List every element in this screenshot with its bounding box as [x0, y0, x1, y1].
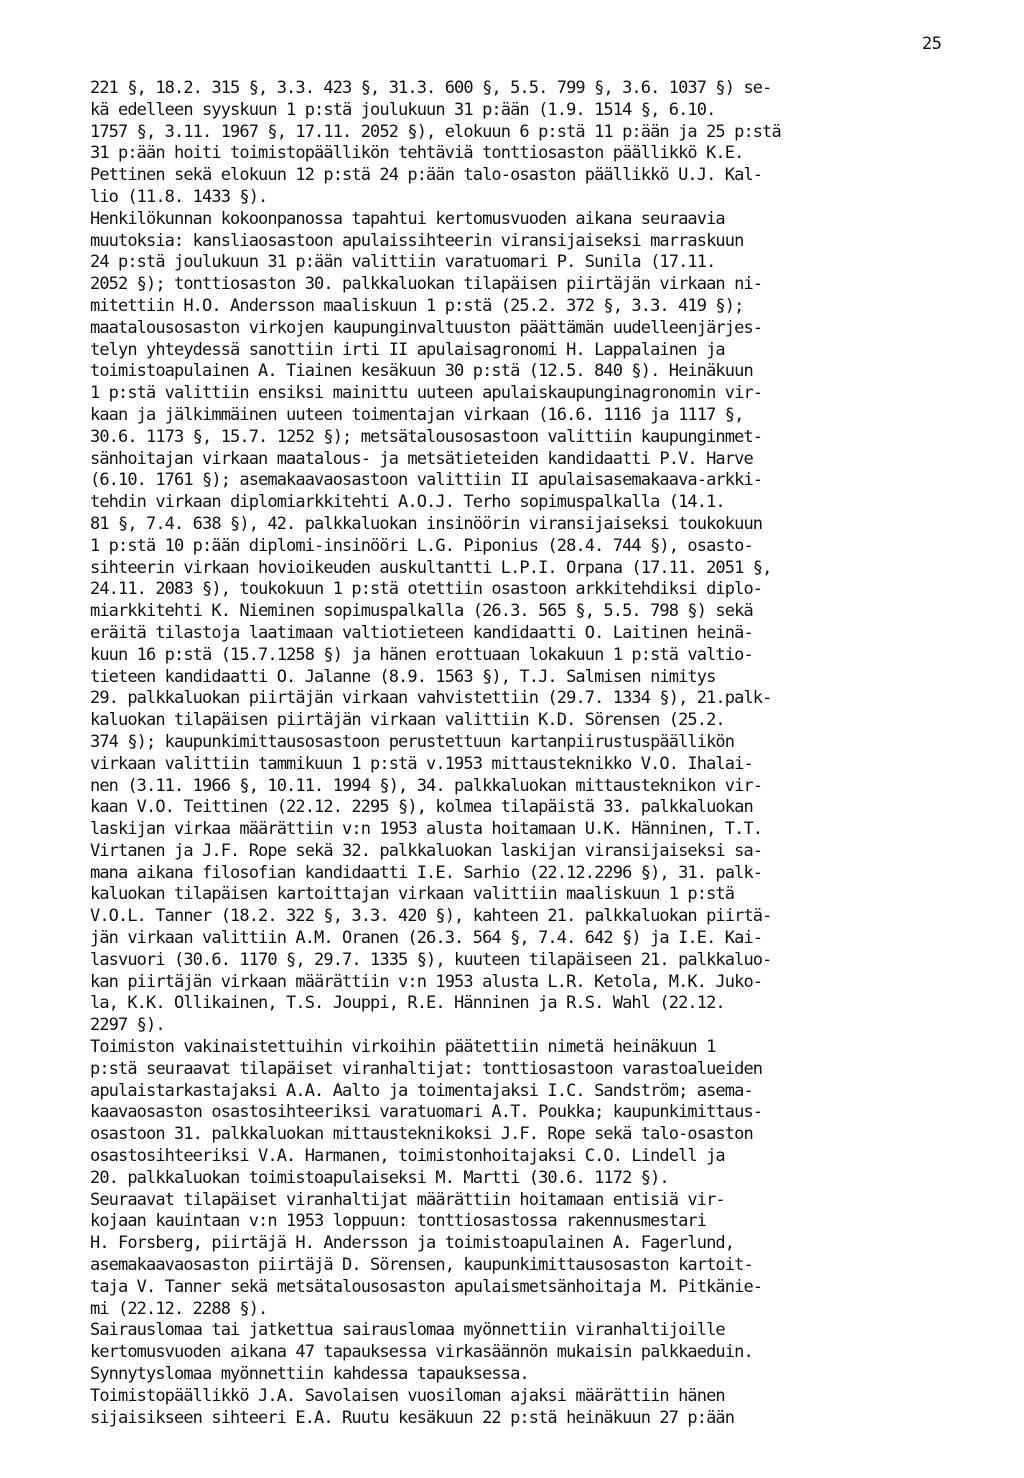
text-line: 221 §, 18.2. 315 §, 3.3. 423 §, 31.3. 600 §, 5.5. 799 §, 3.6. 1037 §) se- — [90, 78, 772, 98]
text-line: kaavaosaston osastosihteeriksi varatuomari A.T. Poukka; kaupunkimittaus- — [90, 1102, 763, 1123]
text-line: la, K.K. Ollikainen, T.S. Jouppi, R.E. Hänninen ja R.S. Wahl (22.12. — [90, 993, 725, 1014]
text-line: kan piirtäjän virkaan määrättiin v:n 1953 alusta L.R. Ketola, M.K. Juko- — [90, 971, 763, 992]
text-line: lasvuori (30.6. 1170 §, 29.7. 1335 §), kuuteen tilapäiseen 21. palkkaluo- — [90, 949, 772, 970]
text-line: Henkilökunnan kokoonpanossa tapahtui kertomusvuoden aikana seuraavia — [90, 208, 725, 229]
text-line: kojaan kauintaan v:n 1953 loppuun: tonttiosastossa rakennusmestari — [90, 1211, 707, 1232]
text-line: mitettiin H.O. Andersson maaliskuun 1 p:stä (25.2. 372 §, 3.3. 419 §); — [90, 295, 744, 316]
text-line: Virtanen ja J.F. Rope sekä 32. palkkaluokan laskijan viransijaiseksi sa- — [90, 840, 763, 861]
text-line: kaluokan tilapäisen piirtäjän virkaan valittiin K.D. Sörensen (25.2. — [90, 710, 725, 731]
text-line: apulaistarkastajaksi A.A. Aalto ja toimentajaksi I.C. Sandström; asema- — [90, 1080, 753, 1101]
text-line: maatalousosaston virkojen kaupunginvaltuuston päättämän uudelleenjärjes- — [90, 317, 763, 338]
text-line: kaan ja jälkimmäinen uuteen toimentajan virkaan (16.6. 1116 ja 1117 §, — [90, 404, 744, 425]
text-line: H. Forsberg, piirtäjä H. Andersson ja toimistoapulainen A. Fagerlund, — [90, 1233, 735, 1254]
text-line: eräitä tilastoja laatimaan valtiotieteen kandidaatti O. Laitinen heinä- — [90, 622, 753, 643]
text-line: asemakaavaosaston piirtäjä D. Sörensen, kaupunkimittausosaston kartoit- — [90, 1255, 753, 1276]
text-line: 2297 §). — [90, 1015, 165, 1036]
text-line: muutoksia: kansliaosastoon apulaissihteerin viransijaiseksi marraskuun — [90, 230, 744, 251]
text-line: miarkkitehti K. Nieminen sopimuspalkalla (26.3. 565 §, 5.5. 798 §) sekä — [90, 601, 753, 622]
text-line: 31 p:ään hoiti toimistopäällikön tehtäviä tonttiosaston päällikkö K.E. — [90, 143, 744, 164]
text-line: osastosihteeriksi V.A. Harmanen, toimistonhoitajaksi C.O. Lindell ja — [90, 1146, 725, 1167]
text-line: 20. palkkaluokan toimistoapulaiseksi M. Martti (30.6. 1172 §). — [90, 1167, 669, 1188]
text-line: Synnytyslomaa myönnettiin kahdessa tapauksessa. — [90, 1364, 529, 1385]
text-line: tieteen kandidaatti O. Jalanne (8.9. 1563 §), T.J. Salmisen nimitys — [90, 666, 716, 687]
text-line: laskijan virkaa määrättiin v:n 1953 alusta hoitamaan U.K. Hänninen, T.T. — [90, 819, 763, 840]
text-line: sihteerin virkaan hovioikeuden auskultantti L.P.I. Orpana (17.11. 2051 §, — [90, 557, 772, 578]
text-line: sänhoitajan virkaan maatalous- ja metsätieteiden kandidaatti P.V. Harve — [90, 448, 753, 469]
text-line: kaan V.O. Teittinen (22.12. 2295 §), kolmea tilapäistä 33. palkkaluokan — [90, 797, 753, 818]
text-line: nen (3.11. 1966 §, 10.11. 1994 §), 34. palkkaluokan mittausteknikon vir- — [90, 775, 763, 796]
text-line: 81 §, 7.4. 638 §), 42. palkkaluokan insinöörin viransijaiseksi toukokuun — [90, 513, 763, 534]
text-line: 24 p:stä joulukuun 31 p:ään valittiin varatuomari P. Sunila (17.11. — [90, 252, 716, 273]
text-line: 1757 §, 3.11. 1967 §, 17.11. 2052 §), elokuun 6 p:stä 11 p:ään ja 25 p:stä — [90, 121, 781, 142]
text-line: kä edelleen syyskuun 1 p:stä joulukuun 31 p:ään (1.9. 1514 §, 6.10. — [90, 99, 716, 120]
text-line: 2052 §); tonttiosaston 30. palkkaluokan tilapäisen piirtäjän virkaan ni- — [90, 274, 763, 295]
text-line: 374 §); kaupunkimittausosastoon perustettuun kartanpiirustuspäällikön — [90, 731, 735, 752]
text-line: 29. palkkaluokan piirtäjän virkaan vahvistettiin (29.7. 1334 §), 21.palk- — [90, 688, 772, 709]
text-line: 30.6. 1173 §, 15.7. 1252 §); metsätalousosastoon valittiin kaupunginmet- — [90, 426, 763, 447]
text-line: taja V. Tanner sekä metsätalousosaston apulaismetsänhoitaja M. Pitkänie- — [90, 1276, 763, 1297]
text-line: toimistoapulainen A. Tiainen kesäkuun 30 p:stä (12.5. 840 §). Heinäkuun — [90, 361, 753, 382]
text-line: Toimiston vakinaistettuihin virkoihin päätettiin nimetä heinäkuun 1 — [90, 1037, 716, 1058]
text-line: p:stä seuraavat tilapäiset viranhaltijat: tonttiosastoon varastoalueiden — [90, 1058, 763, 1079]
text-line: sijaisikseen sihteeri E.A. Ruutu kesäkuun 22 p:stä heinäkuun 27 p:ään — [90, 1407, 735, 1428]
text-line: 1 p:stä 10 p:ään diplomi-insinööri L.G. Piponius (28.4. 744 §), osasto- — [90, 535, 753, 556]
text-line: tehdin virkaan diplomiarkkitehti A.O.J. Terho sopimuspalkalla (14.1. — [90, 492, 725, 513]
text-line: (6.10. 1761 §); asemakaavaosastoon valittiin II apulaisasemakaava-arkki- — [90, 470, 763, 491]
text-line: Sairauslomaa tai jatkettua sairauslomaa myönnettiin viranhaltijoille — [90, 1320, 725, 1341]
text-line: mana aikana filosofian kandidaatti I.E. Sarhio (22.12.2296 §), 31. palk- — [90, 862, 763, 883]
text-line: kaluokan tilapäisen kartoittajan virkaan valittiin maaliskuun 1 p:stä — [90, 884, 735, 905]
text-line: virkaan valittiin tammikuun 1 p:stä v.1953 mittausteknikko V.O. Ihalai- — [90, 753, 753, 774]
text-line: Seuraavat tilapäiset viranhaltijat määrättiin hoitamaan entisiä vir- — [90, 1189, 725, 1210]
body-text — [90, 78, 970, 1429]
text-line: 1 p:stä valittiin ensiksi mainittu uuteen apulaiskaupunginagronomin vir- — [90, 383, 763, 404]
text-line: jän virkaan valittiin A.M. Oranen (26.3. 564 §, 7.4. 642 §) ja I.E. Kai- — [90, 928, 763, 949]
text-line: 24.11. 2083 §), toukokuun 1 p:stä otettiin osastoon arkkitehdiksi diplo- — [90, 579, 763, 600]
text-line: telyn yhteydessä sanottiin irti II apulaisagronomi H. Lappalainen ja — [90, 339, 725, 360]
page-number: 25 — [922, 34, 942, 54]
text-line: osastoon 31. palkkaluokan mittausteknikoksi J.F. Rope sekä talo-osaston — [90, 1124, 753, 1145]
text-line: V.O.L. Tanner (18.2. 322 §, 3.3. 420 §), kahteen 21. palkkaluokan piirtä- — [90, 906, 772, 927]
text-line: kuun 16 p:stä (15.7.1258 §) ja hänen erottuaan lokakuun 1 p:stä valtio- — [90, 644, 753, 665]
text-line: lio (11.8. 1433 §). — [90, 186, 268, 207]
text-line: mi (22.12. 2288 §). — [90, 1298, 268, 1319]
text-line: kertomusvuoden aikana 47 tapauksessa virkasäännön mukaisin palkkaeduin. — [90, 1342, 753, 1363]
text-line: Toimistopäällikkö J.A. Savolaisen vuosiloman ajaksi määrättiin hänen — [90, 1385, 725, 1406]
text-line: Pettinen sekä elokuun 12 p:stä 24 p:ään talo-osaston päällikkö U.J. Kal- — [90, 165, 763, 186]
